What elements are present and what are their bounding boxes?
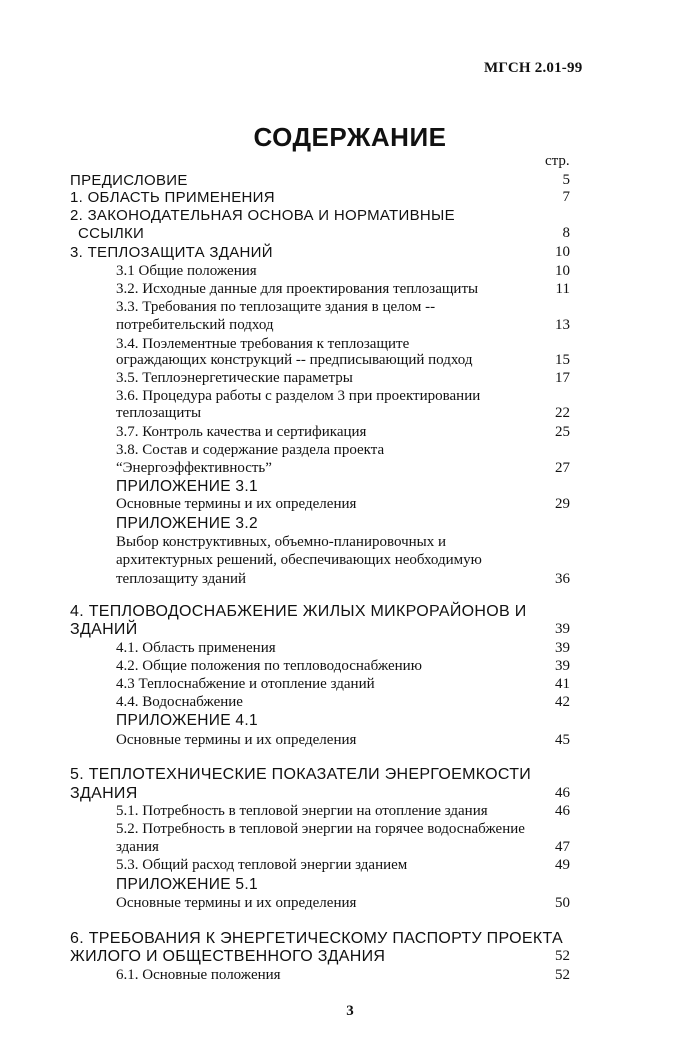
toc-entry-title: “Энергоэффективность” [116, 460, 272, 476]
toc-entry-page: 50 [555, 895, 570, 911]
toc-entry-title: Основные термины и их определения [116, 496, 357, 512]
toc-entry-page: 7 [562, 189, 570, 205]
toc-entry-title: теплозащиты [116, 405, 202, 421]
toc-entry-title: 4. ТЕПЛОВОДОСНАБЖЕНИЕ ЖИЛЫХ МИКРОРАЙОНОВ И [70, 603, 527, 620]
toc-entry-title: 6.1. Основные положения [116, 967, 281, 983]
toc-entry-title: 1. ОБЛАСТЬ ПРИМЕНЕНИЯ [70, 189, 275, 206]
toc-entry-title: 4.2. Общие положения по тепловодоснабжению [116, 658, 422, 674]
toc-entry-title: ПРИЛОЖЕНИЕ 3.2 [116, 515, 258, 532]
toc-entry-title: 3.6. Процедура работы с разделом 3 при проектировании [116, 388, 481, 404]
toc-entry-page: 46 [555, 803, 570, 819]
toc-entry-title: 5.2. Потребность в тепловой энергии на горячее водоснабжение [116, 821, 525, 837]
toc-entry-title: архитектурных решений, обеспечивающих необходимую [116, 552, 482, 568]
toc-entry-title: 5. ТЕПЛОТЕХНИЧЕСКИЕ ПОКАЗАТЕЛИ ЭНЕРГОЕМКОСТИ [70, 766, 532, 783]
toc-entry-page: 46 [555, 785, 570, 801]
toc-entry-page: 47 [555, 839, 570, 855]
toc-entry-title: 3. ТЕПЛОЗАЩИТА ЗДАНИЙ [70, 244, 273, 261]
toc-entry-title: здания [116, 839, 159, 855]
toc-entry-title: ПРИЛОЖЕНИЕ 4.1 [116, 712, 258, 729]
toc-entry-title: ПРЕДИСЛОВИЕ [70, 172, 188, 189]
toc-entry-page: 10 [555, 263, 570, 279]
toc-entry-title: 4.1. Область применения [116, 640, 276, 656]
page-number: 3 [346, 1003, 354, 1019]
toc-entry-page: 42 [555, 694, 570, 710]
toc-entry-title: 3.7. Контроль качества и сертификация [116, 424, 367, 440]
toc-entry-page: 49 [555, 857, 570, 873]
toc-entry-title: 3.3. Требования по теплозащите здания в целом -- [116, 299, 436, 315]
toc-entry-title: теплозащиту зданий [116, 571, 247, 587]
toc-entry-title: 4.3 Теплоснабжение и отопление зданий [116, 676, 375, 692]
toc-entry-title: 6. ТРЕБОВАНИЯ К ЭНЕРГЕТИЧЕСКОМУ ПАСПОРТУ ПРОЕКТА [70, 930, 563, 947]
toc-entry-title: ЗДАНИЙ [70, 621, 138, 638]
toc-entry-page: 15 [555, 352, 570, 368]
toc-entry-page: 10 [555, 244, 570, 260]
toc-entry-page: 11 [555, 281, 570, 297]
toc-entry-title: 3.1 Общие положения [116, 263, 257, 279]
toc-entry-title: Основные термины и их определения [116, 895, 357, 911]
toc-entry-title: ССЫЛКИ [78, 225, 145, 242]
page-column-label: стр. [545, 153, 570, 169]
toc-entry-page: 29 [555, 496, 570, 512]
toc-entry-page: 8 [562, 225, 570, 241]
toc-entry-title: ПРИЛОЖЕНИЕ 3.1 [116, 478, 258, 495]
toc-entry-title: 3.5. Теплоэнергетические параметры [116, 370, 353, 386]
toc-entry-title: 2. ЗАКОНОДАТЕЛЬНАЯ ОСНОВА И НОРМАТИВНЫЕ [70, 207, 455, 224]
document-code: МГСН 2.01-99 [484, 60, 583, 76]
toc-entry-title: Основные термины и их определения [116, 732, 357, 748]
toc-entry-page: 41 [555, 676, 570, 692]
toc-entry-title: ПРИЛОЖЕНИЕ 5.1 [116, 876, 258, 893]
toc-entry-title: 5.1. Потребность в тепловой энергии на отопление здания [116, 803, 488, 819]
toc-entry-page: 17 [555, 370, 570, 386]
toc-entry-page: 25 [555, 424, 570, 440]
toc-entry-title: потребительский подход [116, 317, 274, 333]
toc-entry-page: 36 [555, 571, 570, 587]
toc-entry-title: 4.4. Водоснабжение [116, 694, 243, 710]
toc-entry-title: 5.3. Общий расход тепловой энергии зданием [116, 857, 408, 873]
toc-entry-page: 39 [555, 621, 570, 637]
toc-entry-page: 5 [562, 172, 570, 188]
toc-entry-page: 39 [555, 640, 570, 656]
toc-entry-title: Выбор конструктивных, объемно-планировочных и [116, 534, 447, 550]
toc-entry-title: 3.8. Состав и содержание раздела проекта [116, 442, 385, 458]
toc-entry-page: 13 [555, 317, 570, 333]
toc-entry-page: 52 [555, 948, 570, 964]
toc-entry-page: 52 [555, 967, 570, 983]
toc-entry-title: ЗДАНИЯ [70, 785, 138, 802]
toc-entry-page: 27 [555, 460, 570, 476]
toc-entry-page: 39 [555, 658, 570, 674]
toc-entry-title: ЖИЛОГО И ОБЩЕСТВЕННОГО ЗДАНИЯ [70, 948, 386, 965]
toc-entry-title: 3.2. Исходные данные для проектирования теплозащиты [116, 281, 479, 297]
toc-entry-page: 22 [555, 405, 570, 421]
toc-entry-page: 45 [555, 732, 570, 748]
page-title: СОДЕРЖАНИЕ [253, 122, 447, 152]
toc-entry-title: ограждающих конструкций -- предписывающий подход [116, 352, 473, 368]
toc-entry-title: 3.4. Поэлементные требования к теплозащите [116, 336, 410, 352]
